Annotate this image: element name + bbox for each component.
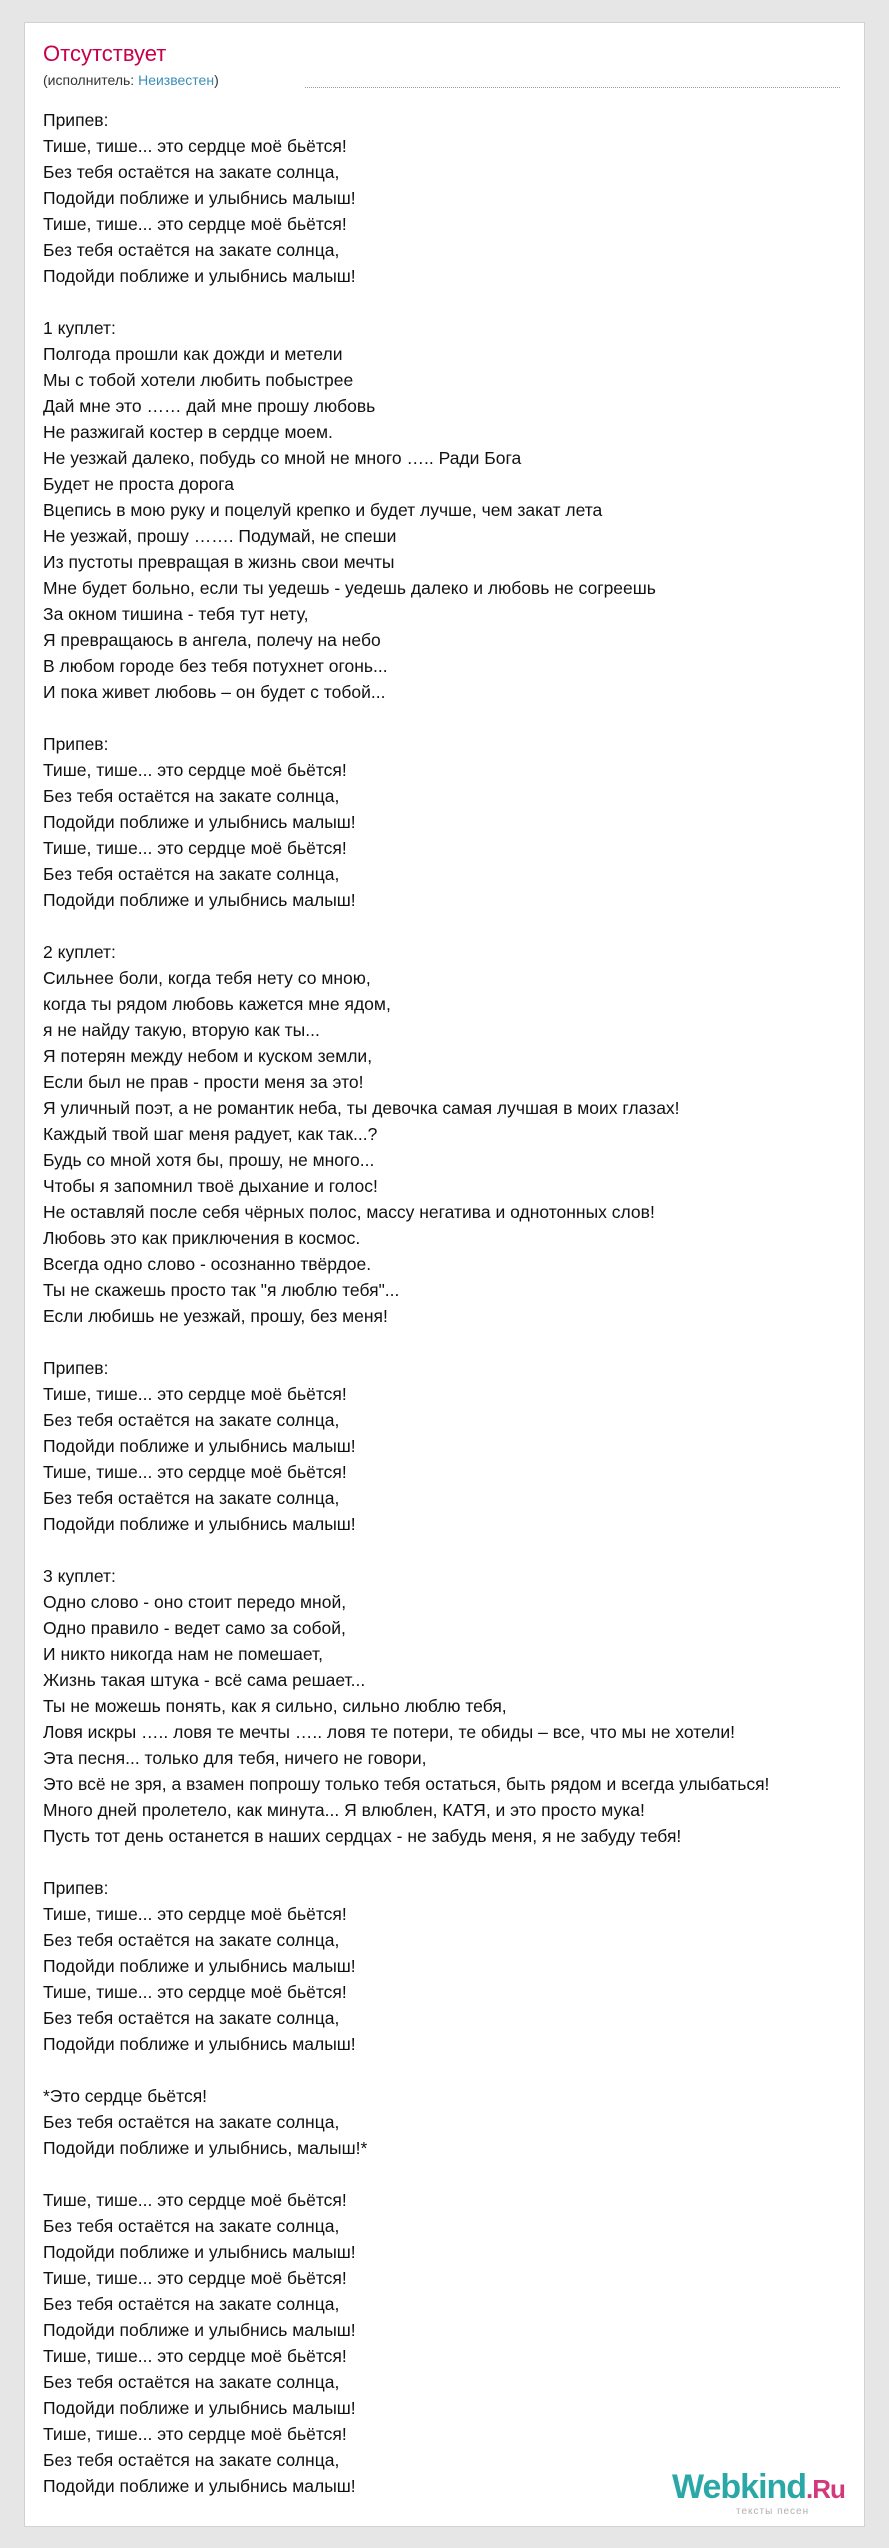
lyric-line: Подойди поближе и улыбнись малыш! [43,1514,356,1534]
lyric-line: Если любишь не уезжай, прошу, без меня! [43,1306,388,1326]
logo-tagline: тексты песен [736,2506,810,2517]
lyric-line: Без тебя остаётся на закате солнца, [43,1410,340,1430]
lyric-line: За окном тишина - тебя тут нету, [43,604,309,624]
blank-line [43,2161,889,2187]
lyric-line: Без тебя остаётся на закате солнца, [43,1930,340,1950]
logo-main-text: Webkind [672,2468,807,2506]
lyric-line: Вцепись в мою руку и поцелуй крепко и будет лучше, чем закат лета [43,500,603,520]
lyric-line: Не оставляй после себя чёрных полос, массу негатива и однотонных слов! [43,1202,655,1222]
lyric-line: Подойди поближе и улыбнись малыш! [43,2320,356,2340]
lyric-line: И пока живет любовь – он будет с тобой... [43,682,386,702]
lyric-line: Припев: [43,110,109,130]
lyric-line: Тише, тише... это сердце моё бьётся! [43,2346,347,2366]
lyric-line: Тише, тише... это сердце моё бьётся! [43,1462,347,1482]
lyric-line: Ты не можешь понять, как я сильно, сильно люблю тебя, [43,1696,507,1716]
lyric-line: я не найду такую, вторую как ты... [43,1020,320,1040]
lyric-line: Без тебя остаётся на закате солнца, [43,2294,340,2314]
lyric-line: Без тебя остаётся на закате солнца, [43,2372,340,2392]
lyric-line: Тише, тише... это сердце моё бьётся! [43,214,347,234]
lyric-line: Тише, тише... это сердце моё бьётся! [43,2190,347,2210]
lyric-line: Тише, тише... это сердце моё бьётся! [43,1982,347,2002]
artist-suffix: ) [214,72,219,88]
lyric-line: Подойди поближе и улыбнись, малыш!* [43,2138,368,2158]
lyric-line: Будет не проста дорога [43,474,235,494]
lyric-line: Без тебя остаётся на закате солнца, [43,2008,340,2028]
lyric-line: 2 куплет: [43,942,116,962]
blank-line [43,705,889,731]
lyric-line: Ты не скажешь просто так "я люблю тебя"... [43,1280,400,1300]
lyric-line: Дай мне это …… дай мне прошу любовь [43,396,376,416]
lyric-line: Без тебя остаётся на закате солнца, [43,864,340,884]
lyric-line: В любом городе без тебя потухнет огонь... [43,656,388,676]
lyric-line: Жизнь такая штука - всё сама решает... [43,1670,366,1690]
blank-line [43,1537,889,1563]
lyric-line: Любовь это как приключения в космос. [43,1228,361,1248]
lyrics-text [43,107,889,2499]
lyric-line: Без тебя остаётся на закате солнца, [43,2450,340,2470]
lyric-line: *Это сердце бьётся! [43,2086,208,2106]
logo-suffix: .Ru [806,2474,845,2504]
lyric-line: Не разжигай костер в сердце моем. [43,422,333,442]
lyric-line: Я уличный поэт, а не романтик неба, ты девочка самая лучшая в моих глазах! [43,1098,680,1118]
lyric-line: Тише, тише... это сердце моё бьётся! [43,1384,347,1404]
lyric-line: Тише, тише... это сердце моё бьётся! [43,838,347,858]
lyric-line: Припев: [43,1878,109,1898]
lyric-line: Подойди поближе и улыбнись малыш! [43,812,356,832]
lyrics-card [24,22,865,2527]
lyric-line: Без тебя остаётся на закате солнца, [43,162,340,182]
lyric-line: И никто никогда нам не помешает, [43,1644,323,1664]
song-title: Отсутствует [43,41,167,66]
dotted-divider [305,87,840,88]
lyric-line: Подойди поближе и улыбнись малыш! [43,2034,356,2054]
lyric-line: Не уезжай, прошу ……. Подумай, не спеши [43,526,397,546]
lyric-line: Подойди поближе и улыбнись малыш! [43,890,356,910]
lyric-line: Тише, тише... это сердце моё бьётся! [43,2268,347,2288]
blank-line [43,2057,889,2083]
lyric-line: Сильнее боли, когда тебя нету со мною, [43,968,371,988]
artist-link[interactable]: Неизвестен [138,72,215,88]
blank-line [43,1329,889,1355]
lyric-line: Подойди поближе и улыбнись малыш! [43,266,356,286]
lyric-line: Подойди поближе и улыбнись малыш! [43,2398,356,2418]
lyric-line: Ловя искры ….. ловя те мечты ….. ловя те потери, те обиды – все, что мы не хотели! [43,1722,736,1742]
lyric-line: Без тебя остаётся на закате солнца, [43,240,340,260]
artist-line [43,71,219,89]
lyric-line: Я потерян между небом и куском земли, [43,1046,373,1066]
lyric-line: Припев: [43,734,109,754]
lyric-line: когда ты рядом любовь кажется мне ядом, [43,994,391,1014]
lyric-line: Припев: [43,1358,109,1378]
lyric-line: Одно правило - ведет само за собой, [43,1618,346,1638]
lyric-line: Если был не прав - прости меня за это! [43,1072,364,1092]
lyric-line: 3 куплет: [43,1566,116,1586]
lyric-line: Полгода прошли как дожди и метели [43,344,343,364]
lyric-line: Чтобы я запомнил твоё дыхание и голос! [43,1176,378,1196]
lyric-line: Подойди поближе и улыбнись малыш! [43,2242,356,2262]
lyric-line: Тише, тише... это сердце моё бьётся! [43,2424,347,2444]
lyric-line: Без тебя остаётся на закате солнца, [43,2216,340,2236]
lyric-line: 1 куплет: [43,318,116,338]
lyric-line: Подойди поближе и улыбнись малыш! [43,1956,356,1976]
lyric-line: Без тебя остаётся на закате солнца, [43,1488,340,1508]
lyric-line: Не уезжай далеко, побудь со мной не много ….. Ради Бога [43,448,522,468]
lyric-line: Всегда одно слово - осознанно твёрдое. [43,1254,372,1274]
blank-line [43,1849,889,1875]
lyric-line: Будь со мной хотя бы, прошу, не много... [43,1150,375,1170]
lyric-line: Подойди поближе и улыбнись малыш! [43,1436,356,1456]
lyric-line: Тише, тише... это сердце моё бьётся! [43,136,347,156]
lyric-line: Тише, тише... это сердце моё бьётся! [43,760,347,780]
lyric-line: Мне будет больно, если ты уедешь - уедешь далеко и любовь не согреешь [43,578,656,598]
lyric-line: Из пустоты превращая в жизнь свои мечты [43,552,395,572]
blank-line [43,913,889,939]
lyric-line: Без тебя остаётся на закате солнца, [43,786,340,806]
lyric-line: Без тебя остаётся на закате солнца, [43,2112,340,2132]
lyric-line: Подойди поближе и улыбнись малыш! [43,2476,356,2496]
lyric-line: Тише, тише... это сердце моё бьётся! [43,1904,347,1924]
lyric-line: Это всё не зря, а взамен попрошу только тебя остаться, быть рядом и всегда улыбаться! [43,1774,770,1794]
lyric-line: Пусть тот день останется в наших сердцах - не забудь меня, я не забуду тебя! [43,1826,682,1846]
lyric-line: Подойди поближе и улыбнись малыш! [43,188,356,208]
lyric-line: Я превращаюсь в ангела, полечу на небо [43,630,381,650]
logo-wordmark [672,2468,845,2508]
lyric-line: Каждый твой шаг меня радует, как так...? [43,1124,378,1144]
artist-prefix: (исполнитель: [43,72,139,88]
lyric-line: Мы с тобой хотели любить побыстрее [43,370,354,390]
lyric-line: Много дней пролетело, как минута... Я влюблен, КАТЯ, и это просто мука! [43,1800,645,1820]
lyric-line: Эта песня... только для тебя, ничего не говори, [43,1748,427,1768]
blank-line [43,289,889,315]
webkind-logo[interactable] [672,2468,852,2516]
lyric-line: Одно слово - оно стоит передо мной, [43,1592,347,1612]
